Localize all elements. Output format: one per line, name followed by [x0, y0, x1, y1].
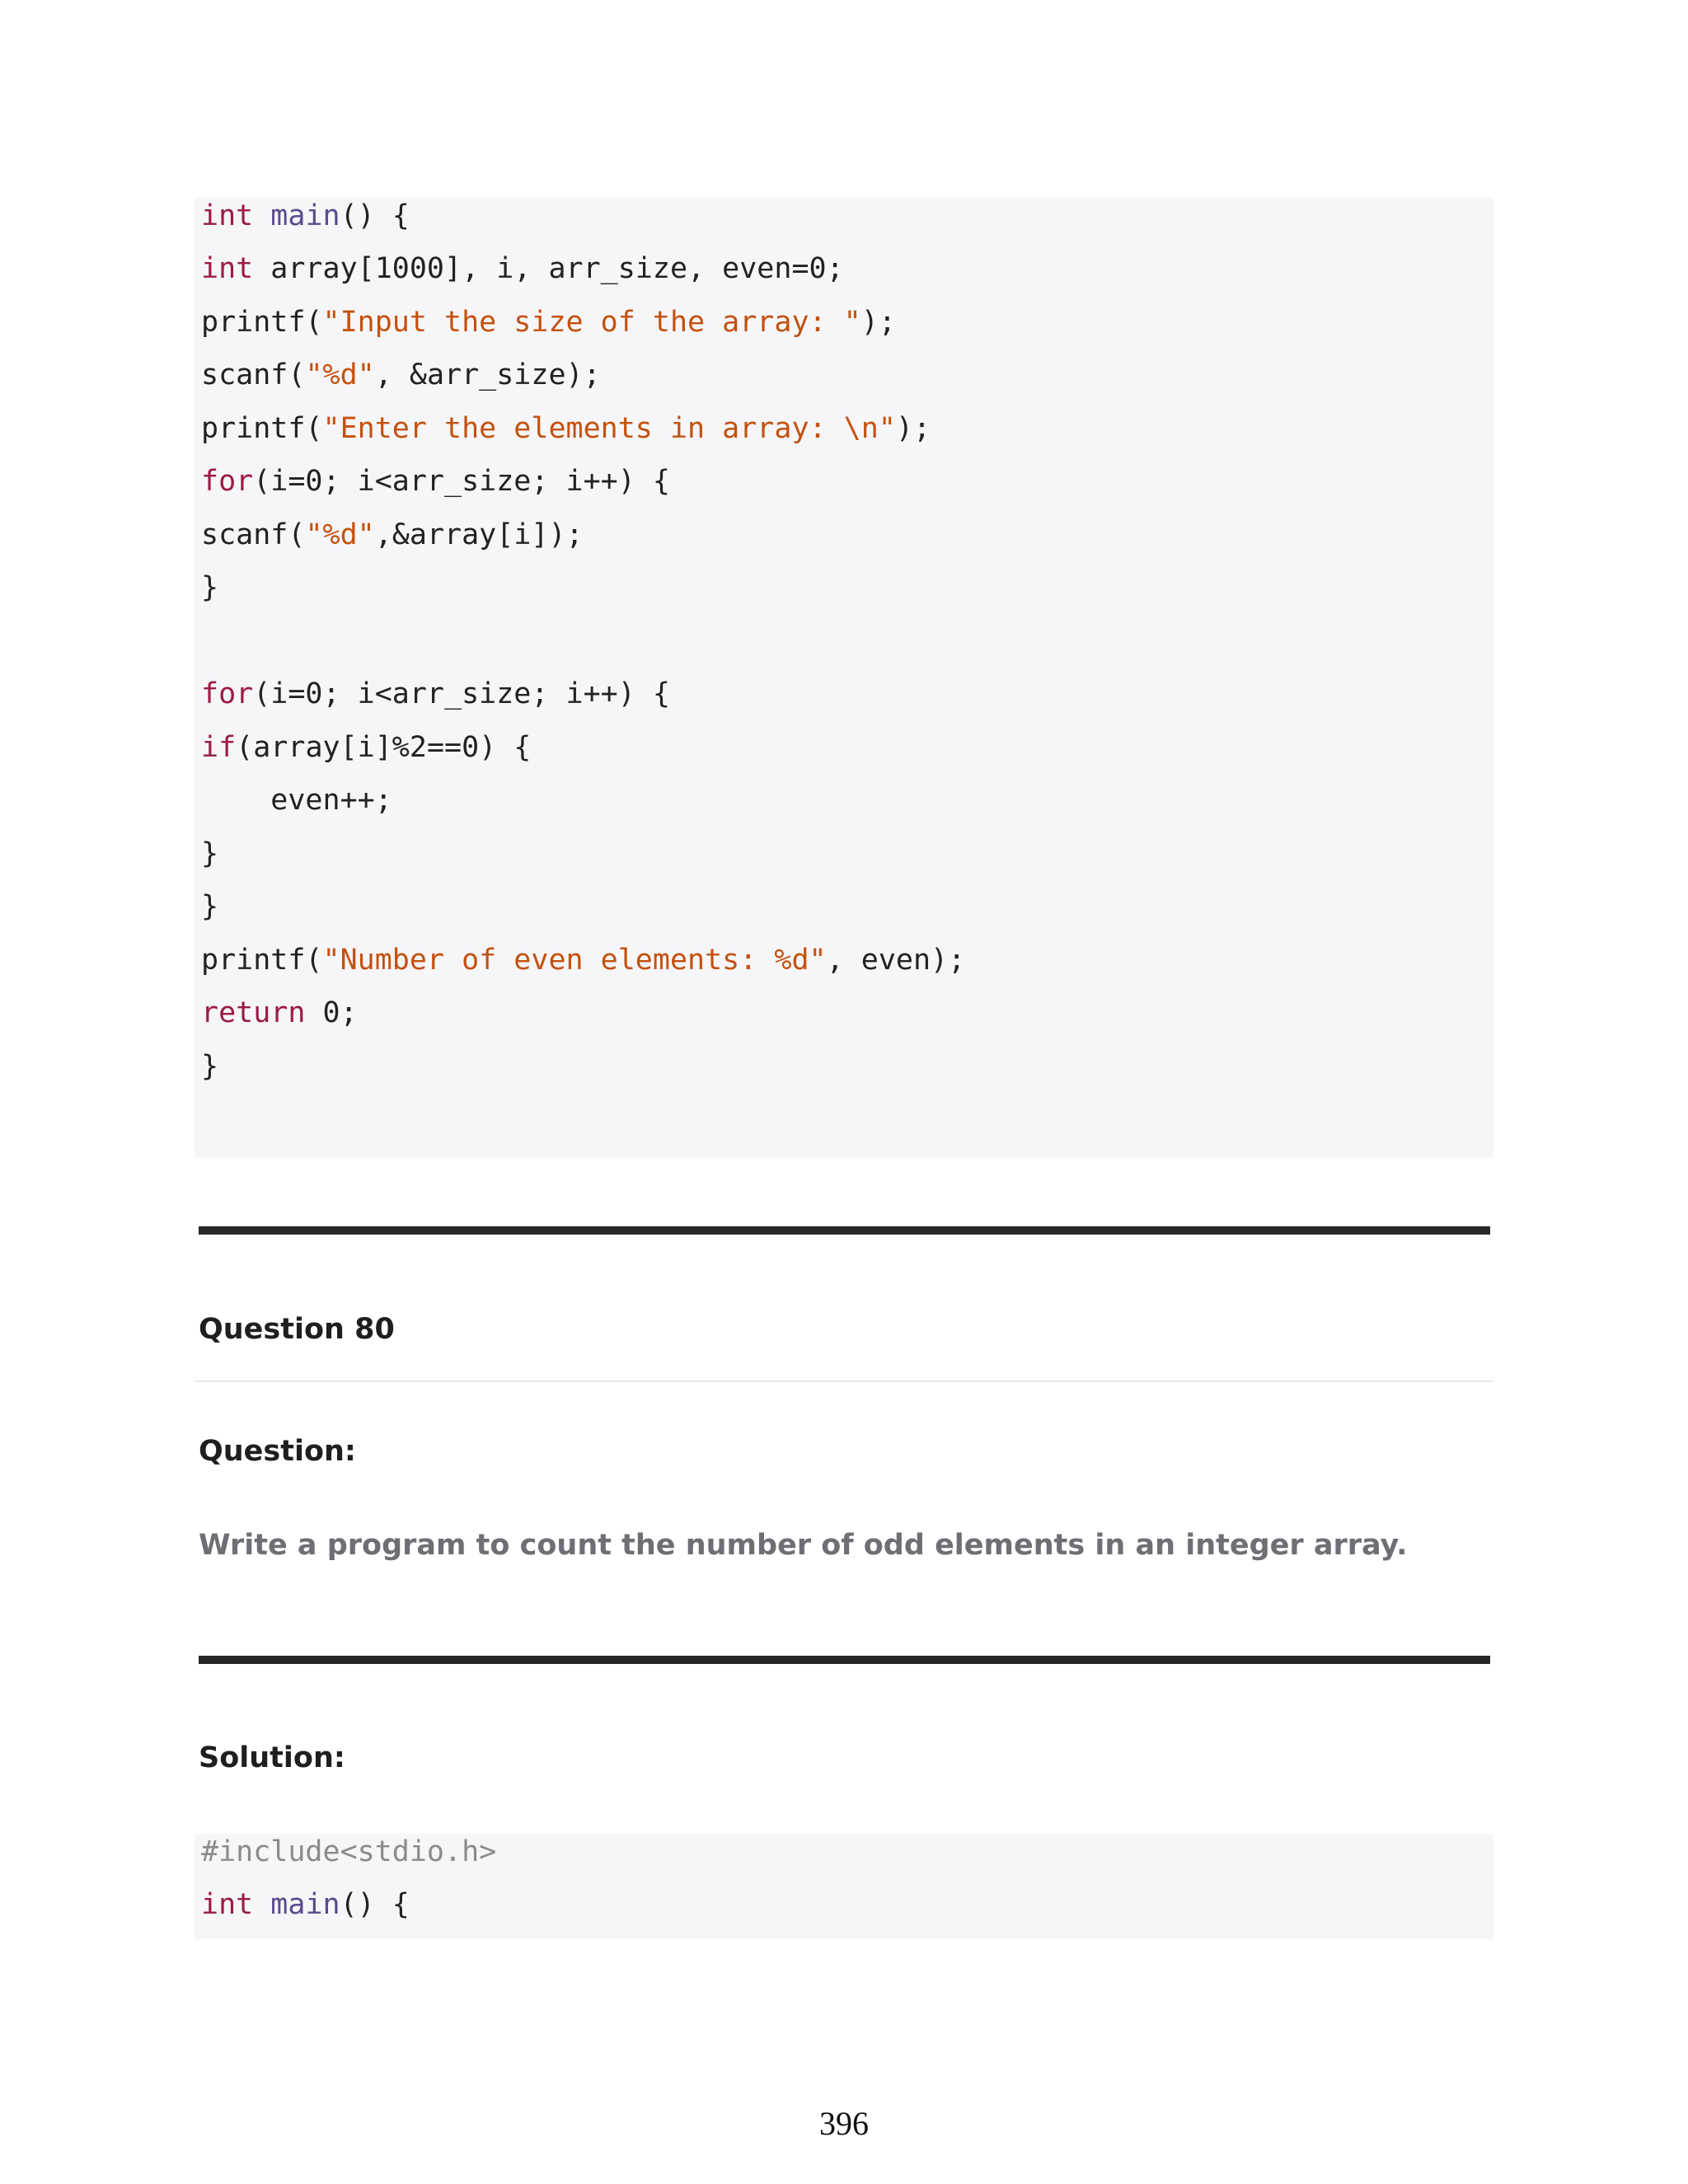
code-line	[201, 890, 218, 923]
code-token: }	[201, 1050, 219, 1083]
code-token: printf(	[201, 944, 323, 977]
code-token: printf(	[201, 306, 323, 339]
code-token-str: "Number of even elements: %d"	[322, 944, 827, 977]
code-token: () {	[340, 1888, 410, 1921]
code-line	[201, 784, 392, 817]
code-line	[201, 1835, 496, 1868]
code-token-fn: main	[270, 199, 340, 232]
code-token: );	[895, 412, 931, 445]
section-divider	[199, 1656, 1490, 1664]
code-token: printf(	[201, 412, 323, 445]
code-line	[201, 412, 931, 445]
code-token-kw: return	[201, 996, 306, 1029]
code-line	[201, 199, 410, 232]
code-line	[201, 465, 670, 498]
code-line	[201, 996, 358, 1029]
code-line	[201, 677, 670, 710]
question-number-heading: Question 80	[199, 1313, 395, 1346]
code-token-str: "%d"	[305, 359, 375, 391]
code-token: () {	[340, 199, 410, 232]
code-token: , &arr_size);	[374, 359, 601, 391]
code-token: (array[i]%2==0) {	[236, 731, 532, 764]
code-line	[201, 944, 965, 977]
code-token	[253, 199, 270, 232]
code-token: }	[201, 890, 219, 923]
code-token: (i=0; i<arr_size; i++) {	[253, 465, 670, 498]
question-text: Write a program to count the number of odd elements in an integer array.	[199, 1529, 1408, 1562]
solution-label: Solution:	[199, 1741, 345, 1774]
code-token-kw: int	[201, 199, 254, 232]
code-line	[201, 306, 896, 339]
code-line	[201, 359, 601, 391]
heading-underline	[195, 1380, 1493, 1382]
code-block-main-even	[195, 198, 1493, 1158]
code-token: ,&array[i]);	[374, 518, 584, 551]
code-token-kw: if	[201, 731, 237, 764]
code-token: scanf(	[201, 359, 306, 391]
code-token: scanf(	[201, 518, 306, 551]
code-token-str: "%d"	[305, 518, 375, 551]
code-token-kw: int	[201, 1888, 254, 1921]
code-token	[253, 1888, 270, 1921]
page-number: 396	[819, 2105, 869, 2142]
code-token-pp: #include<stdio.h>	[201, 1835, 497, 1868]
code-token: }	[201, 571, 219, 604]
code-token-fn: main	[270, 1888, 340, 1921]
code-token-kw: for	[201, 465, 254, 498]
code-token-str: "Input the size of the array: "	[322, 306, 861, 339]
code-line	[201, 252, 844, 285]
code-block-solution	[195, 1834, 1493, 1939]
question-label: Question:	[199, 1435, 356, 1468]
code-token: }	[201, 837, 219, 870]
code-line	[201, 1888, 410, 1921]
code-token-str: "Enter the elements in array: \n"	[322, 412, 896, 445]
code-token: array[1000], i, arr_size, even=0;	[253, 252, 844, 285]
section-divider	[199, 1226, 1490, 1235]
code-line	[201, 731, 531, 764]
code-line	[201, 1050, 218, 1083]
code-token: even++;	[201, 784, 392, 817]
code-line	[201, 837, 218, 870]
code-token: , even);	[826, 944, 966, 977]
code-token: );	[860, 306, 896, 339]
code-line	[201, 518, 584, 551]
code-token-kw: for	[201, 677, 254, 710]
code-line	[201, 571, 218, 604]
code-token: (i=0; i<arr_size; i++) {	[253, 677, 670, 710]
code-token-kw: int	[201, 252, 254, 285]
code-token: 0;	[305, 996, 358, 1029]
